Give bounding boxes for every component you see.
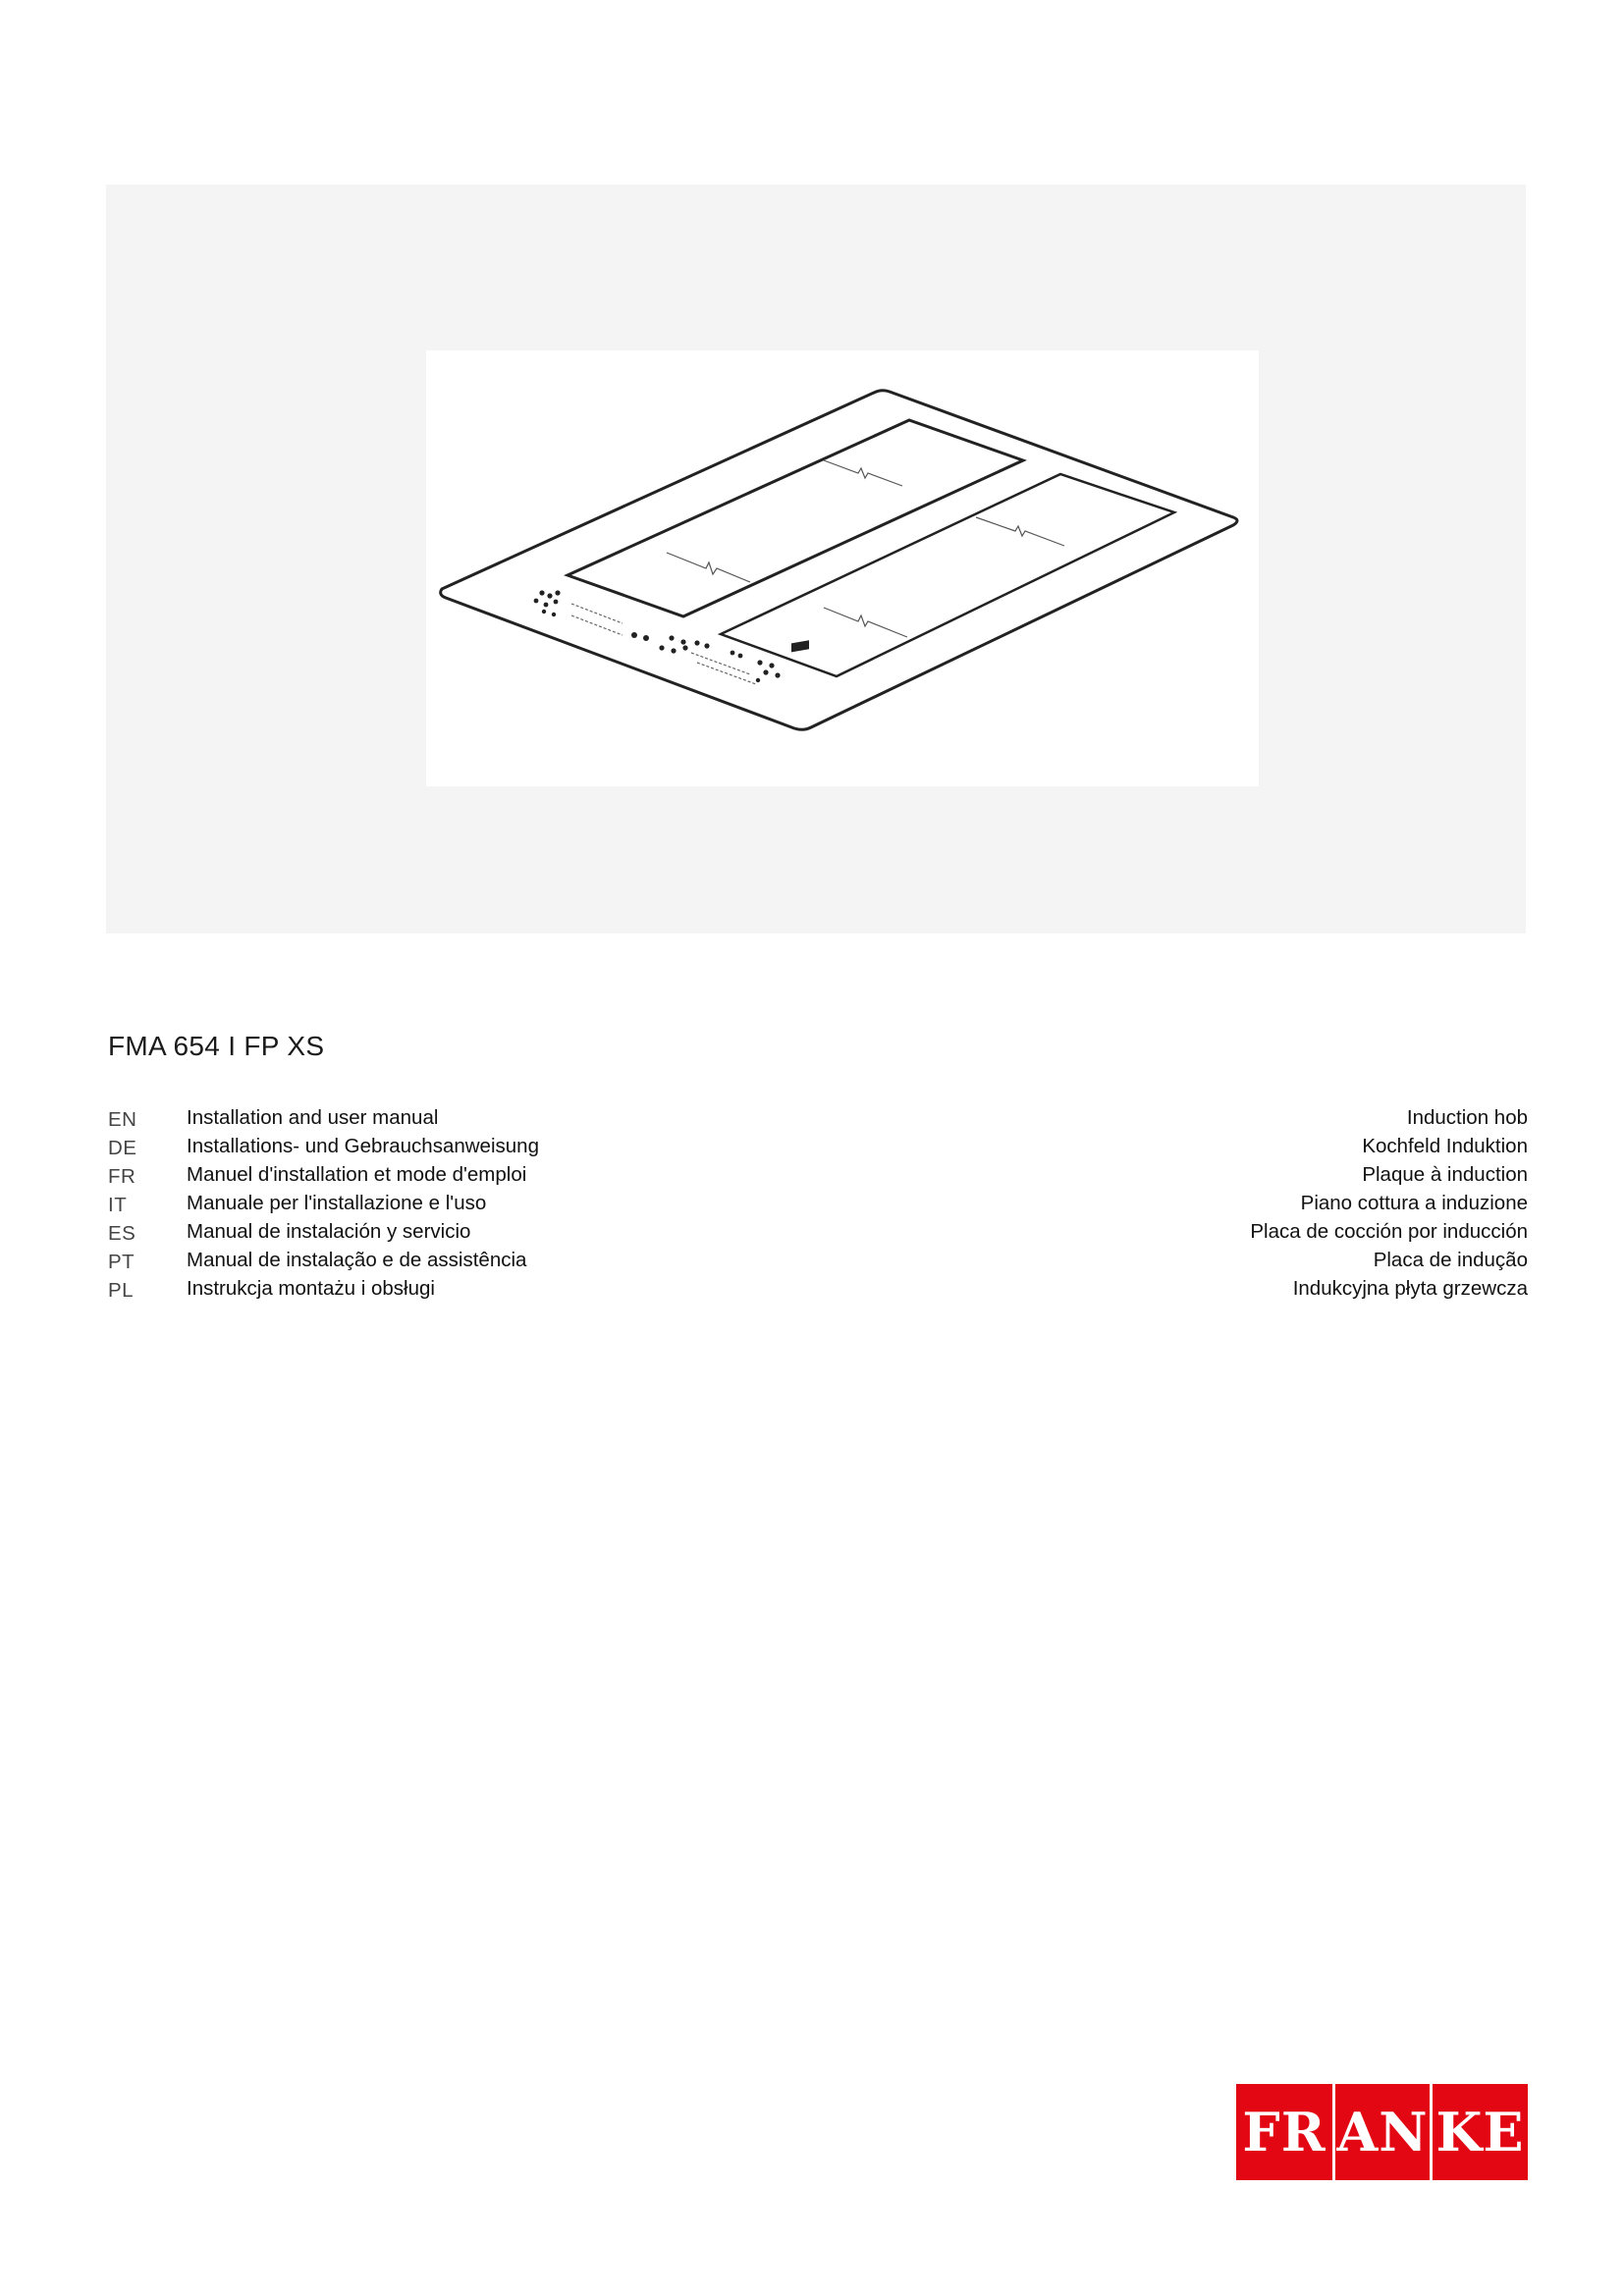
language-code: PL [108,1279,135,1302]
manual-title: Manuale per l'installazione e l'uso [187,1192,487,1214]
zone-divider-left [667,553,750,582]
hob-illustration [426,350,1259,786]
hob-outline [441,391,1237,730]
language-code: IT [108,1194,128,1216]
language-code: EN [108,1108,137,1131]
brand-badge [791,640,809,652]
product-name: Plaque à induction [1362,1163,1528,1186]
language-code: DE [108,1137,137,1159]
language-row-en [108,1103,1528,1132]
product-name: Placa de indução [1373,1249,1528,1271]
language-code: PT [108,1251,135,1273]
manual-title: Installation and user manual [187,1106,439,1129]
cooking-zone-right [721,474,1174,676]
slider-left-1 [571,604,623,623]
zone-divider-right-top [976,517,1064,546]
language-row-fr [108,1160,1528,1189]
language-code: ES [108,1222,136,1245]
manual-title: Manuel d'installation et mode d'emploi [187,1163,527,1186]
induction-hob-drawing [426,350,1259,786]
manual-title: Installations- und Gebrauchsanweisung [187,1135,539,1157]
product-name: Piano cottura a induzione [1300,1192,1528,1214]
language-list [108,1103,1528,1303]
manual-title: Manual de instalação e de assistência [187,1249,527,1271]
product-name: Placa de cocción por inducción [1250,1220,1528,1243]
language-row-pt [108,1246,1528,1274]
logo-part-3: KE [1435,2101,1525,2163]
product-name: Induction hob [1406,1106,1528,1129]
logo-part-1: FR [1242,2101,1326,2163]
zone-divider-right [824,608,907,637]
control-panel-right [694,640,780,682]
product-name: Indukcyjna płyta grzewcza [1292,1277,1528,1300]
zone-divider-left-top [824,460,902,486]
manual-title: Manual de instalación y servicio [187,1220,471,1243]
cooking-zone-left [568,420,1023,616]
control-panel-left [534,590,688,653]
model-title: FMA 654 I FP XS [108,1031,325,1061]
product-name: Kochfeld Induktion [1362,1135,1528,1157]
franke-logo [1236,2084,1528,2180]
slider-left-2 [571,615,623,635]
language-row-it [108,1189,1528,1217]
language-code: FR [108,1165,136,1188]
language-row-de [108,1132,1528,1160]
manual-title: Instrukcja montażu i obsługi [187,1277,435,1300]
language-row-es [108,1217,1528,1246]
logo-part-2: AN [1336,2101,1429,2163]
hero-panel [106,185,1526,934]
language-row-pl [108,1274,1528,1303]
